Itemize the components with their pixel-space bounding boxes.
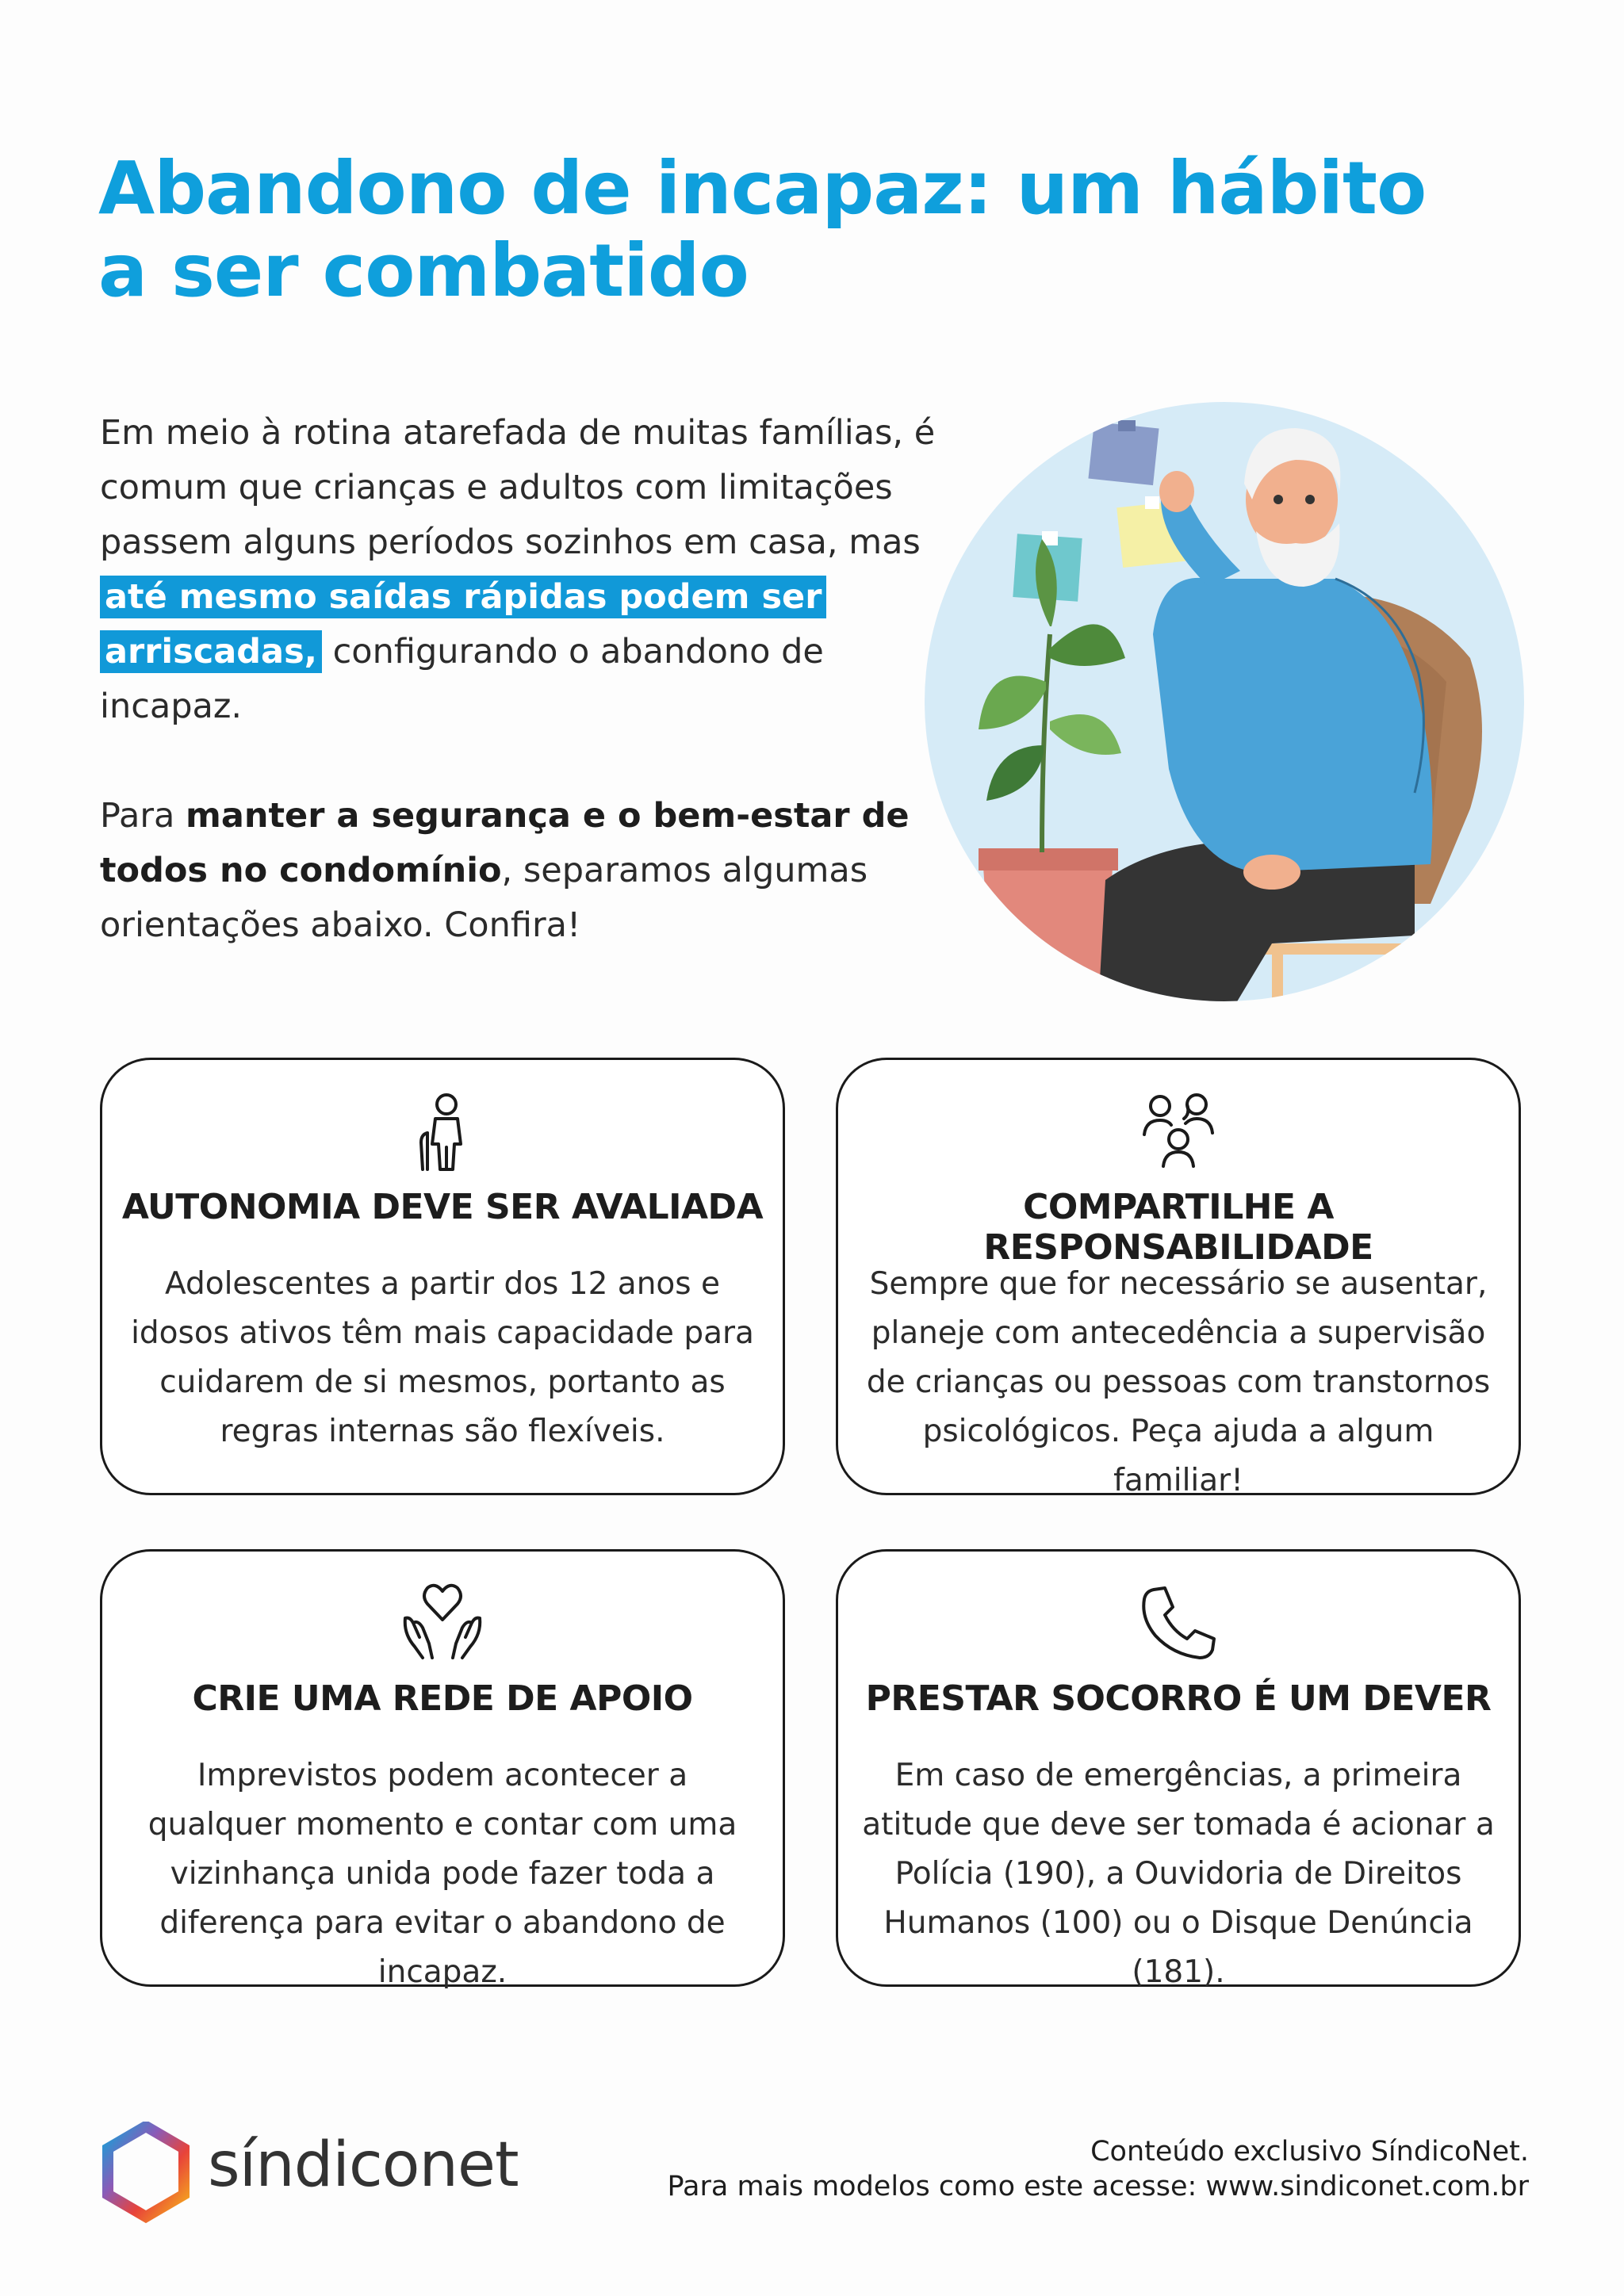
card-rede-apoio <box>100 1549 785 1990</box>
intro-highlight: até mesmo saídas rápidas podem ser arriscadas, <box>100 576 826 673</box>
card-title: PRESTAR SOCORRO É UM DEVER <box>865 1678 1492 1719</box>
person-autonomy-icon <box>399 1087 486 1174</box>
card-title: AUTONOMIA DEVE SER AVALIADA <box>121 1187 764 1227</box>
intro-paragraph-2 <box>100 789 940 953</box>
heart-hands-icon <box>399 1578 486 1666</box>
intro2-text-start: Para <box>100 796 186 836</box>
elderly-man-illustration <box>923 396 1526 1007</box>
footer-line-2: Para mais modelos como este acesse: www.sindiconet.com.br <box>667 2171 1529 2202</box>
intro-text-end: configurando o abandono de incapaz. <box>100 632 824 726</box>
card-text: Sempre que for necessário se ausentar, planeje com antecedência a supervisão de crianças ou pessoas com transtornos psicológicos. Peça ajuda a algum familiar! <box>866 1266 1491 1498</box>
intro-text <box>100 406 940 953</box>
intro-paragraph-1 <box>100 406 940 734</box>
card-title: CRIE UMA REDE DE APOIO <box>192 1678 693 1719</box>
intro-text-start: Em meio à rotina atarefada de muitas famílias, é comum que crianças e adultos com limitações passem alguns períodos sozinhos em casa, mas <box>100 413 936 562</box>
card-autonomia <box>100 1058 785 1495</box>
group-people-icon <box>1135 1087 1222 1174</box>
card-text: Adolescentes a partir dos 12 anos e idosos ativos têm mais capacidade para cuidarem de si mesmos, portanto as regras internas são flexíveis. <box>131 1266 754 1449</box>
phone-icon <box>1135 1578 1222 1666</box>
brand-name: síndiconet <box>208 2130 519 2201</box>
footer-line-1: Conteúdo exclusivo SíndicoNet. <box>1090 2136 1529 2168</box>
card-text: Imprevistos podem acontecer a qualquer momento e contar com uma vizinhança unida pode fazer toda a diferença para evitar o abandono de incapaz. <box>147 1758 737 1990</box>
card-socorro <box>836 1549 1521 1990</box>
card-compartilhe <box>836 1058 1521 1498</box>
intro2-bold: manter a segurança e o bem-estar de todos no condomínio <box>100 796 910 890</box>
page-title: Abandono de incapaz: um hábito a ser combatido <box>98 146 1427 313</box>
card-text: Em caso de emergências, a primeira atitude que deve ser tomada é acionar a Polícia (190), a Ouvidoria de Direitos Humanos (100) ou o Disque Denúncia (181). <box>862 1758 1495 1990</box>
intro2-text-end: , separamos algumas orientações abaixo. Confira! <box>100 851 868 945</box>
footer-credits <box>668 2134 1530 2204</box>
card-title: COMPARTILHE A RESPONSABILIDADE <box>983 1187 1373 1268</box>
